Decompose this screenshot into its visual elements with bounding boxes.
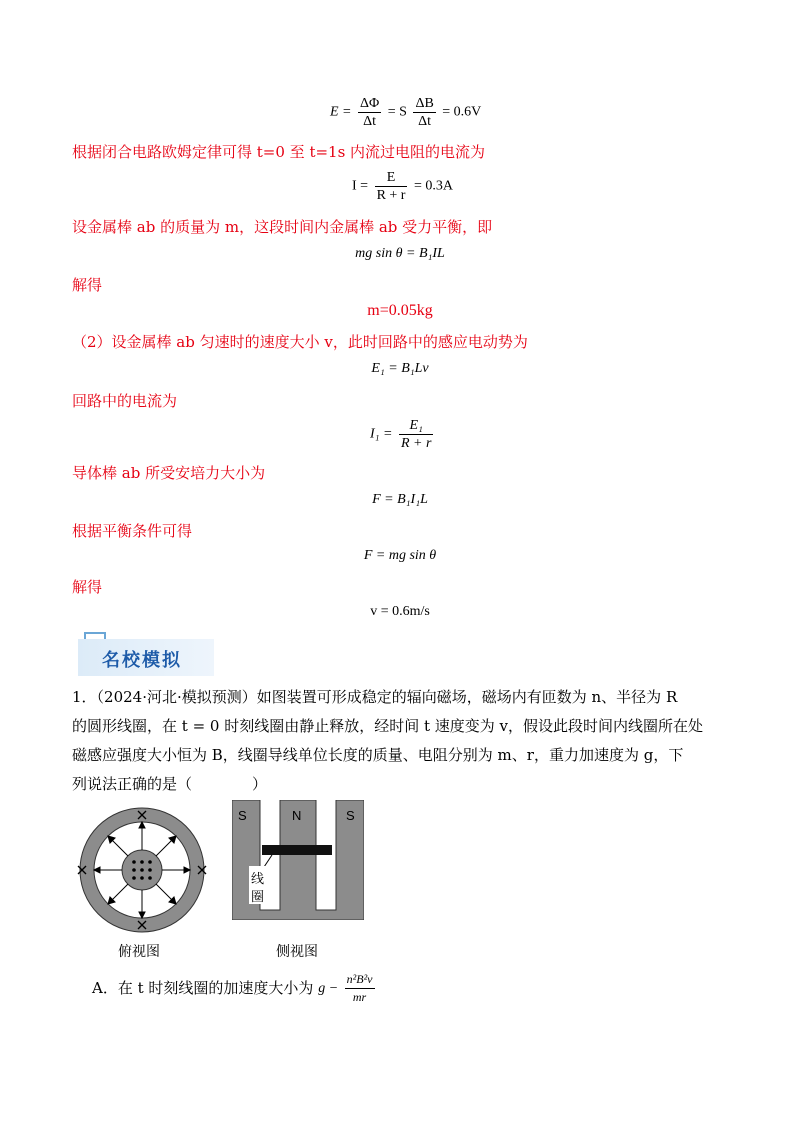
coil-label-2: 圈 (251, 890, 265, 905)
label-n: N (292, 808, 302, 823)
equation-balance: mg sin θ = B₁IL (355, 246, 445, 261)
section-badge (78, 632, 214, 676)
question-line-3: 磁感应强度大小恒为 B，线圈导线单位长度的质量、电阻分别为 m、r，重力加速度为 g，下 (72, 746, 684, 764)
eq1-rhs: = 0.6V (442, 104, 482, 120)
solution-line-3: 解得 (72, 276, 103, 294)
eq2-fraction (375, 170, 408, 203)
eq1-fraction-2 (413, 96, 435, 129)
top-view-figure (72, 806, 212, 936)
eq1-frac1-den: Δt (363, 114, 377, 129)
eq5-lhs: I₁ = (370, 426, 393, 442)
option-a-expression (318, 972, 377, 1004)
equation-current (352, 170, 453, 203)
eq1-frac1-num: ΔΦ (360, 96, 380, 111)
eq5-den: R + r (400, 436, 432, 451)
equation-emf (330, 96, 481, 129)
solution-line-4: （2）设金属棒 ab 匀速时的速度大小 v，此时回路中的感应电动势为 (72, 333, 528, 351)
label-s-left: S (238, 808, 247, 823)
label-s-right: S (346, 808, 355, 823)
eq1-mid: = S (387, 104, 407, 120)
solution-line-2: 设金属棒 ab 的质量为 m，这段时间内金属棒 ab 受力平衡，即 (72, 218, 493, 236)
top-view-caption: 俯视图 (118, 944, 160, 960)
solution-line-8: 解得 (72, 578, 103, 596)
center-dots (132, 860, 152, 880)
equation-equilibrium: F = mg sin θ (363, 548, 437, 563)
eq5-fraction (399, 418, 433, 451)
eq2-rhs: = 0.3A (413, 178, 453, 194)
eq2-den: R + r (376, 188, 406, 203)
solution-line-7: 根据平衡条件可得 (72, 522, 193, 540)
option-a (92, 972, 378, 1005)
coil-bar (262, 845, 332, 855)
solution-line-1: 根据闭合电路欧姆定律可得 t=0 至 t=1s 内流过电阻的电流为 (72, 143, 486, 161)
eq1-fraction-1 (358, 96, 381, 129)
side-view-caption: 侧视图 (276, 944, 318, 960)
coil-label-1: 线 (251, 872, 265, 887)
eq5-num: E₁ (399, 418, 433, 435)
eq1-lhs: E = (330, 104, 352, 120)
option-a-text: A．在 t 时刻线圈的加速度大小为 (92, 979, 314, 998)
eq1-frac2-num: ΔB (415, 96, 434, 111)
badge-label: 名校模拟 (102, 650, 182, 671)
question-line-1: 1．（2024·河北·模拟预测）如图装置可形成稳定的辐向磁场，磁场内有匝数为 n、半径为 R (72, 688, 678, 706)
equation-force: F = B₁I₁L (372, 492, 428, 507)
equation-emf-2: E₁ = B₁Lv (371, 361, 429, 376)
solution-line-6: 导体棒 ab 所受安培力大小为 (72, 464, 266, 482)
question-text (72, 683, 732, 799)
option-a-fraction (345, 972, 375, 1005)
result-mass: m=0.05kg (367, 302, 433, 319)
equation-current-2 (370, 418, 436, 451)
eq2-lhs: I = (352, 178, 369, 194)
option-a-den: mr (352, 990, 367, 1004)
option-a-num: n²B²v (345, 972, 375, 989)
equation-velocity: v = 0.6m/s (370, 604, 430, 619)
eq2-num: E (375, 170, 408, 187)
solution-line-5: 回路中的电流为 (72, 392, 178, 410)
question-line-4: 列说法正确的是（ ） (72, 775, 268, 793)
eq1-frac2-den: Δt (418, 114, 432, 129)
question-line-2: 的圆形线圈，在 t = 0 时刻线圈由静止释放，经时间 t 速度变为 v，假设此段时间内线圈所在处 (72, 717, 704, 735)
option-a-lhs: g − (318, 980, 339, 996)
